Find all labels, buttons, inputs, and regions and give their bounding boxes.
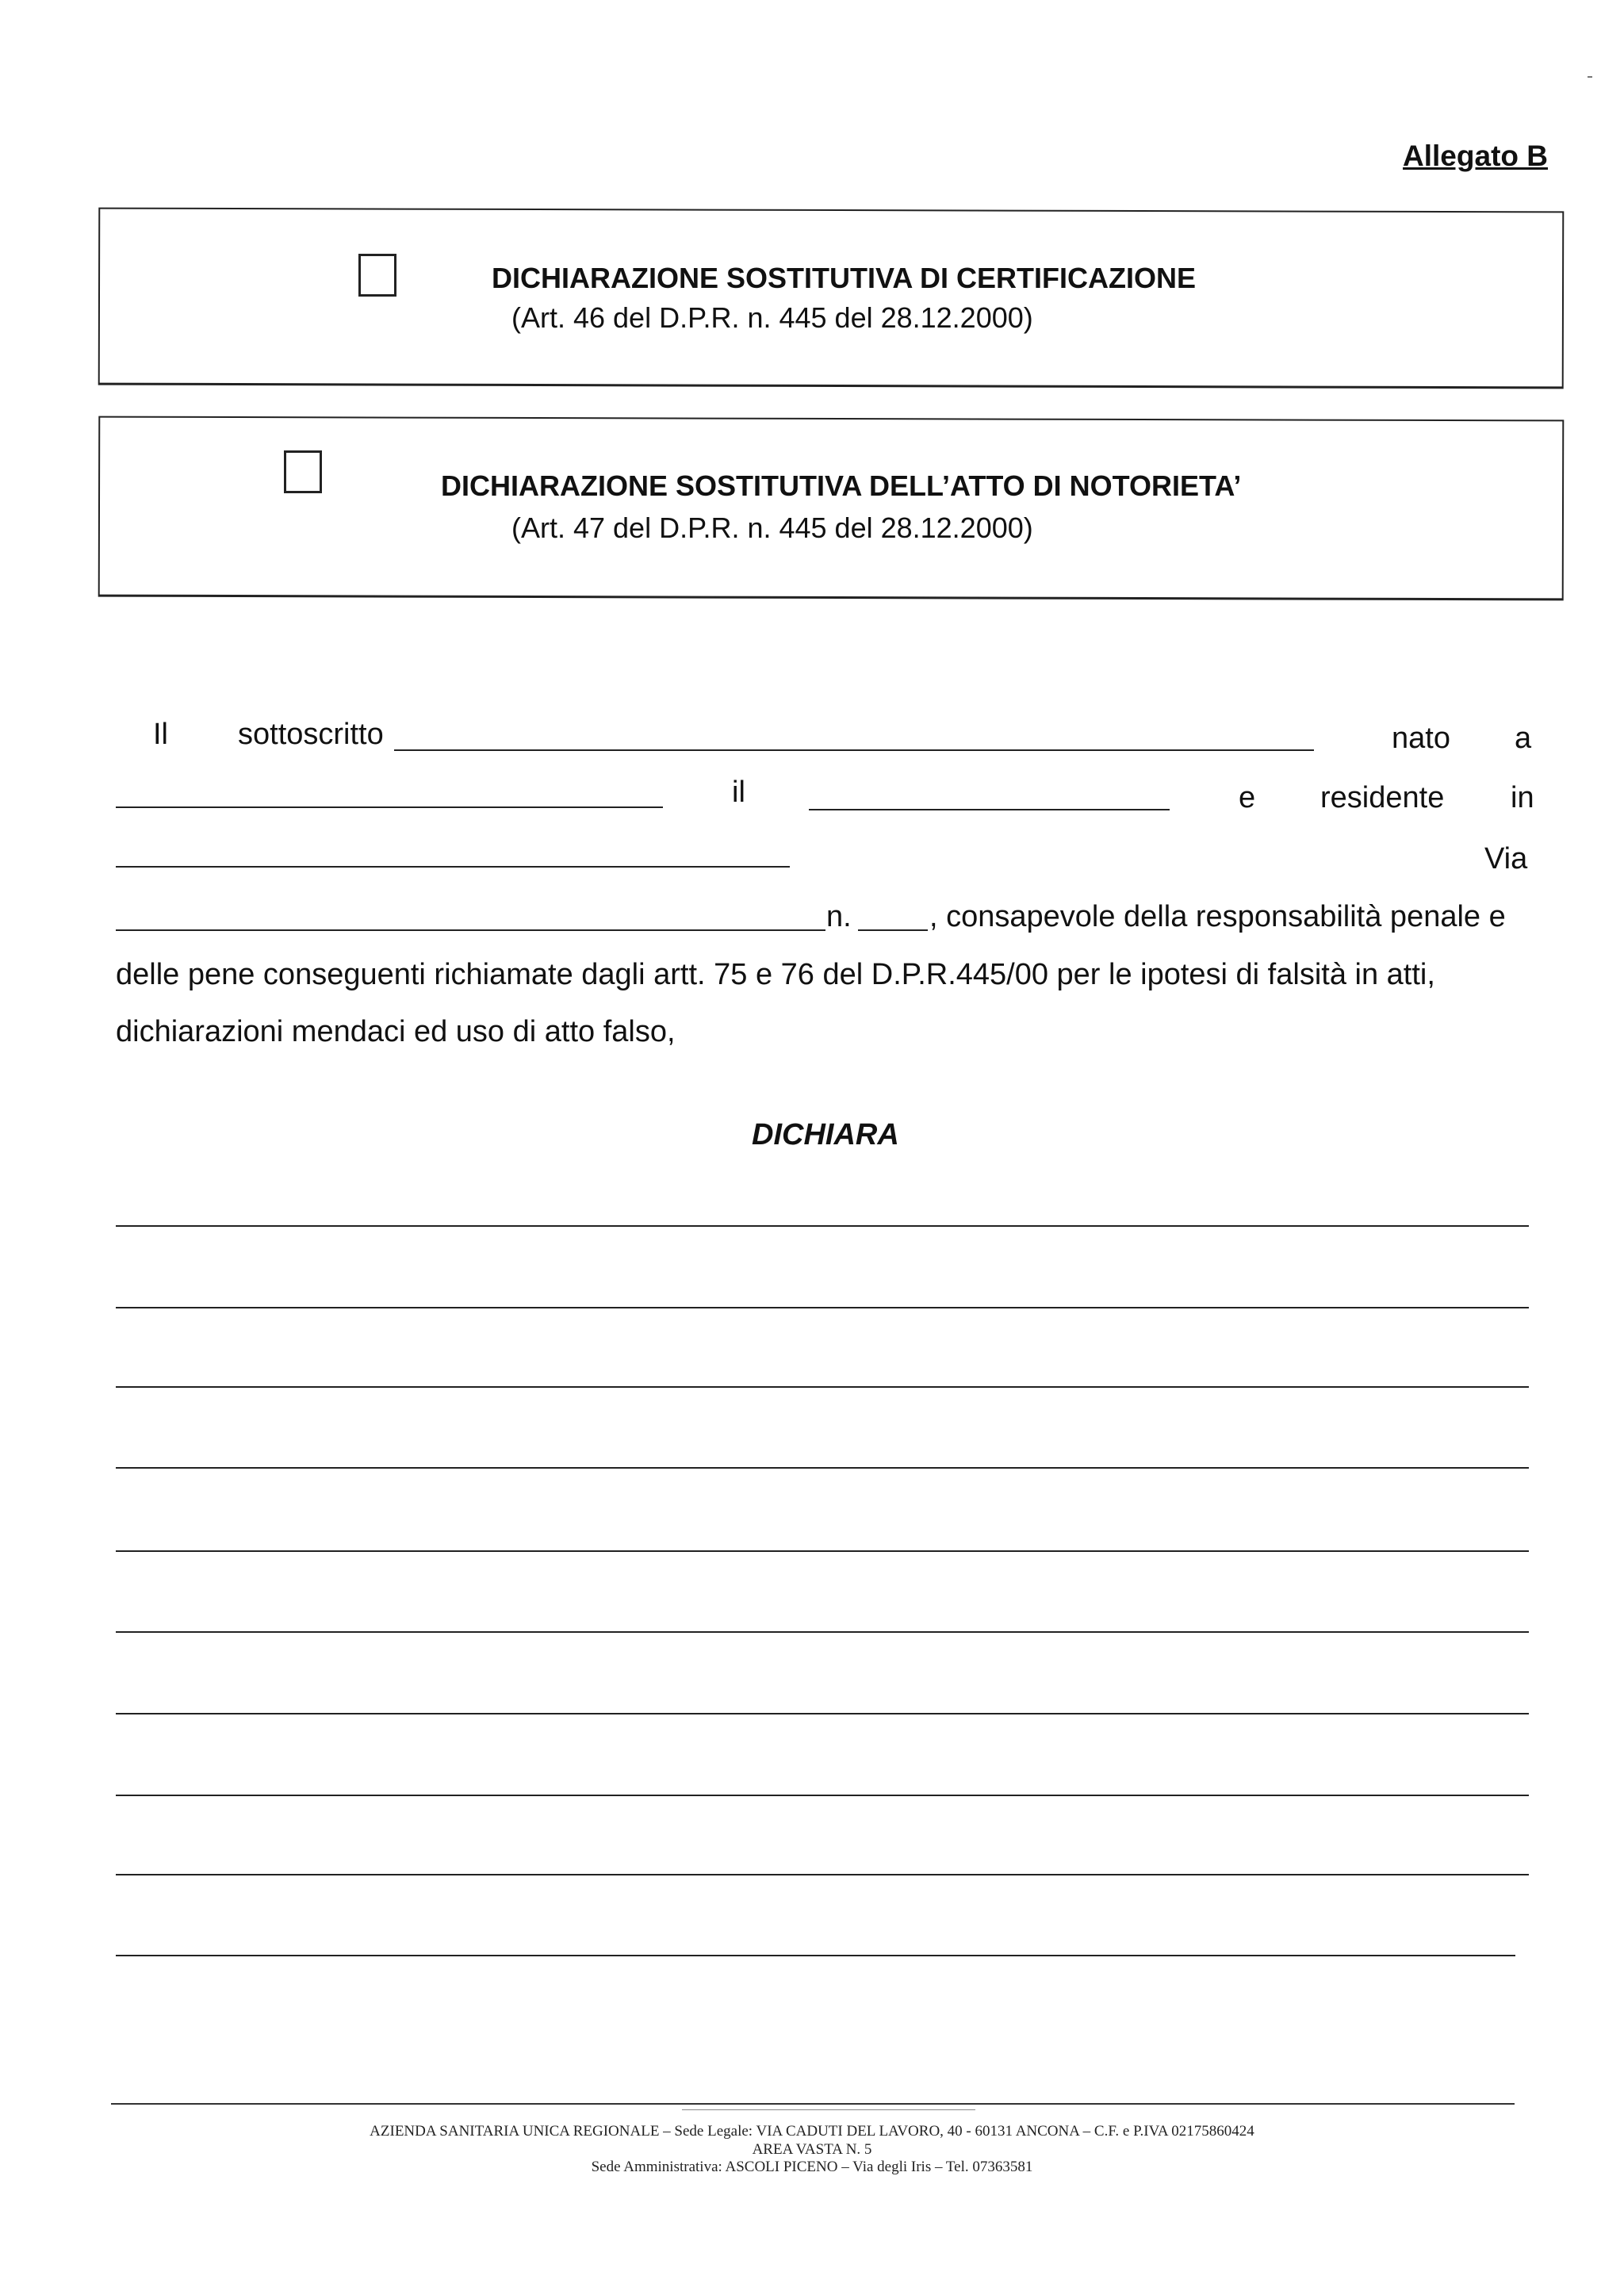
text-line-pene: delle pene conseguenti richiamate dagli artt. 75 e 76 del D.P.R.445/00 per le ipotesi di falsità in atti,: [116, 958, 1435, 991]
text-il-date: il: [732, 776, 745, 809]
text-sottoscritto: sottoscritto: [238, 718, 384, 751]
footer-legal-office: AZIENDA SANITARIA UNICA REGIONALE – Sede Legale: VIA CADUTI DEL LAVORO, 40 - 60131 ANCONA – C.F. e P.IVA 02175860424: [370, 2123, 1254, 2140]
annex-label: Allegato B: [1403, 140, 1548, 172]
declaration-reference-certificazione: (Art. 46 del D.P.R. n. 445 del 28.12.2000): [511, 301, 1033, 334]
field-house-number[interactable]: [858, 929, 928, 931]
field-residence-city[interactable]: [116, 866, 790, 868]
declaration-writing-line[interactable]: [116, 1386, 1529, 1388]
field-birth-date[interactable]: [809, 809, 1170, 810]
text-nato: nato: [1392, 722, 1450, 755]
text-n: n.: [826, 900, 852, 933]
declaration-writing-line[interactable]: [116, 1631, 1529, 1633]
declaration-box-notorieta: [98, 416, 1565, 601]
declaration-writing-line[interactable]: [116, 1955, 1515, 1956]
declaration-writing-line[interactable]: [116, 1307, 1529, 1308]
footer-area-vasta: AREA VASTA N. 5: [752, 2141, 872, 2158]
field-birth-place[interactable]: [116, 806, 663, 808]
declaration-writing-line[interactable]: [116, 1795, 1529, 1796]
footer-divider: [111, 2103, 1515, 2105]
text-a: a: [1515, 722, 1532, 755]
text-consapevole: , consapevole della responsabilità penale e: [929, 900, 1506, 933]
footer-admin-office: Sede Amministrativa: ASCOLI PICENO – Via degli Iris – Tel. 07363581: [591, 2159, 1033, 2175]
declaration-title-notorieta: DICHIARAZIONE SOSTITUTIVA DELL’ATTO DI NOTORIETA’: [441, 469, 1242, 502]
declaration-box-certificazione: [98, 208, 1565, 389]
text-e: e: [1239, 781, 1256, 814]
dichiara-heading: DICHIARA: [752, 1118, 899, 1151]
declaration-reference-notorieta: (Art. 47 del D.P.R. n. 445 del 28.12.2000): [511, 511, 1033, 544]
text-via: Via: [1484, 842, 1528, 875]
declaration-writing-line[interactable]: [116, 1225, 1529, 1227]
declaration-writing-line[interactable]: [116, 1713, 1529, 1714]
checkbox-notorieta[interactable]: [284, 450, 322, 493]
text-line-dichiarazioni: dichiarazioni mendaci ed uso di atto falso,: [116, 1015, 676, 1048]
text-residente: residente: [1320, 781, 1445, 814]
field-street[interactable]: [116, 929, 825, 931]
declaration-writing-line[interactable]: [116, 1550, 1529, 1552]
declaration-writing-line[interactable]: [116, 1467, 1529, 1469]
field-sottoscritto-name[interactable]: [394, 749, 1314, 751]
declaration-title-certificazione: DICHIARAZIONE SOSTITUTIVA DI CERTIFICAZIONE: [492, 262, 1196, 294]
scan-mark: [1588, 76, 1592, 78]
footer-divider-short: [682, 2109, 975, 2110]
checkbox-certificazione[interactable]: [358, 254, 396, 297]
declaration-writing-line[interactable]: [116, 1874, 1529, 1875]
text-il: Il: [153, 718, 168, 751]
text-in: in: [1511, 781, 1534, 814]
